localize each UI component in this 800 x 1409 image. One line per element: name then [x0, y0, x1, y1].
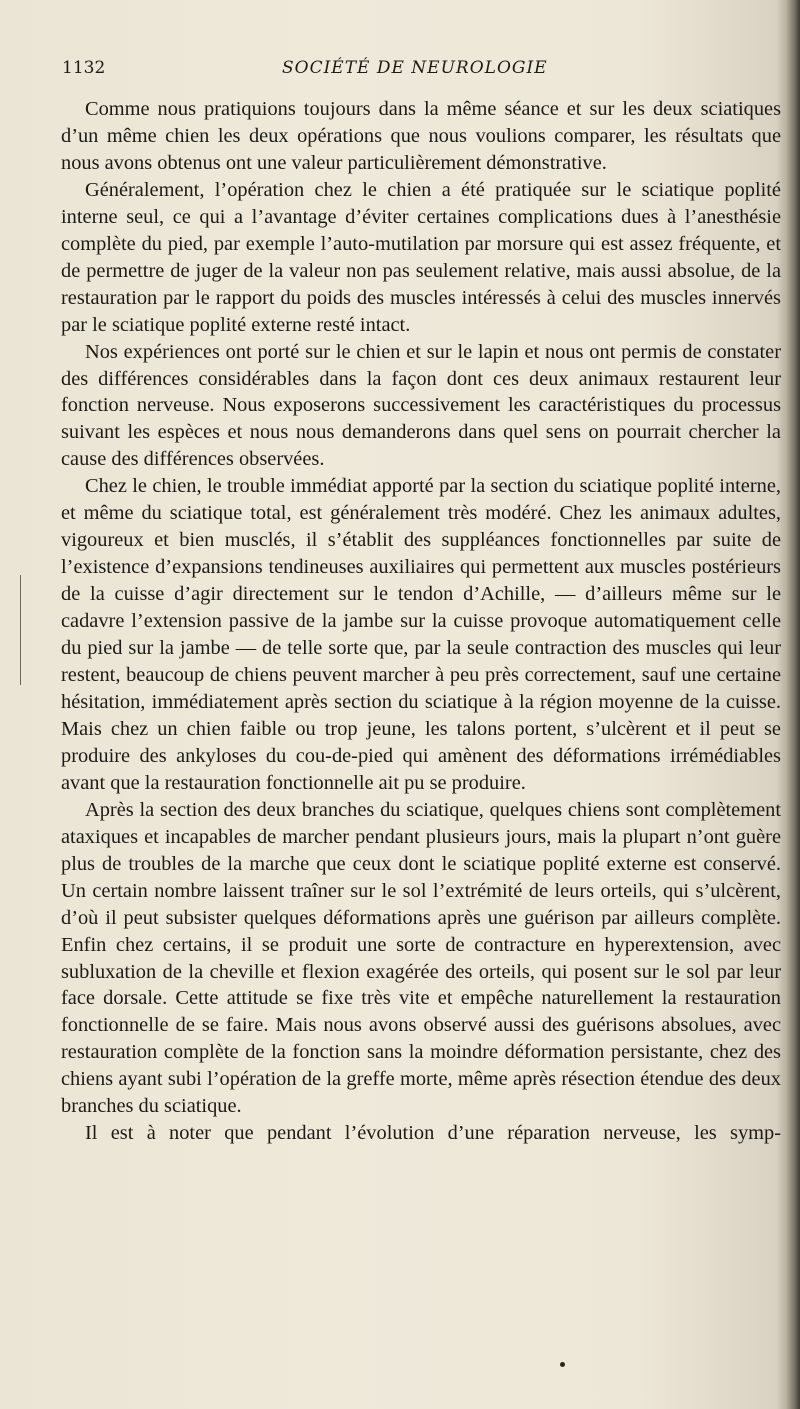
paragraph-6: Il est à noter que pendant l’évolution d’une réparation nerveuse, les symp-	[85, 1122, 781, 1145]
page-header	[62, 58, 762, 82]
margin-pencil-mark	[20, 575, 21, 685]
paragraph-2: Généralement, l’opération chez le chien a été pratiquée sur le sciatique poplité interne seul, ce qui a l’avantage d’éviter certaines complications dues à l’anesthésie complète du pied, par exemple l’auto-mutilation par morsure qui est assez fréquente, et de permettre de juger de la valeur non pas seulement relative, mais aussi absolue, de la restauration par le rapport du poids des muscles intéressés à celui des muscles innervés par le sciatique poplité externe resté intact.	[61, 178, 781, 336]
paragraph-3: Nos expériences ont porté sur le chien et sur le lapin et nous ont permis de constater des différences considérables dans la façon dont ces deux animaux restaurent leur fonction nerveuse. Nous exposerons successivement les caractéristiques du processus suivant les espèces et nous nous demanderons dans quel sens on pourrait chercher la cause des différences observées.	[61, 340, 781, 471]
page-number: 1132	[62, 58, 106, 78]
page-edge-shadow	[786, 0, 800, 1409]
ink-speck	[560, 1362, 565, 1367]
running-title: SOCIÉTÉ DE NEUROLOGIE	[282, 58, 548, 78]
body-text	[61, 96, 781, 1174]
paragraph-4: Chez le chien, le trouble immédiat apporté par la section du sciatique poplité interne, et même du sciatique total, est généralement très modéré. Chez les animaux adultes, vigoureux et bien musclés, il s’établit des suppléances fonctionnelles par suite de l’existence d’expansions tendineuses auxiliaires qui permettent aux muscles postérieurs de la cuisse d’agir directement sur le tendon d’Achille, — d’ailleurs même sur le cadavre l’extension passive de la jambe sur la cuisse provoque automatiquement celle du pied sur la jambe — de telle sorte que, par la seule contraction des muscles qui leur restent, beaucoup de chiens peuvent marcher à peu près correctement, sauf une certaine hésitation, immédiatement après section du sciatique à la région moyenne de la cuisse. Mais chez un chien faible ou trop jeune, les talons portent, s’ulcèrent et il peut se produire des ankyloses du cou-de-pied qui amènent des déformations irrémédiables avant que la restauration fonctionnelle ait pu se produire.	[61, 475, 781, 794]
paragraph-5: Après la section des deux branches du sciatique, quelques chiens sont complètement ataxiques et incapables de marcher pendant plusieurs jours, mais la plupart n’ont guère plus de troubles de la marche que ceux dont le sciatique poplité externe est conservé. Un certain nombre laissent traîner sur le sol l’extrémité de leurs orteils, qui s’ulcèrent, d’où il peut subsister quelques déformations après une guérison par ailleurs complète. Enfin chez certains, il se produit une sorte de contracture en hyperextension, avec subluxation de la cheville et flexion exagérée des orteils, qui posent sur le sol par leur face dorsale. Cette attitude se fixe très vite et empêche naturellement la restauration fonctionnelle de se faire. Mais nous avons observé aussi des guérisons absolues, avec restauration complète de la fonction sans la moindre déformation persistante, chez des chiens ayant subi l’opération de la greffe morte, même après résection étendue des deux branches du sciatique.	[61, 798, 781, 1118]
paragraph-1: Comme nous pratiquions toujours dans la même séance et sur les deux sciatiques d’un même chien les deux opérations que nous voulions comparer, les résultats que nous avons obtenus ont une valeur particulièrement démonstrative.	[61, 98, 781, 174]
